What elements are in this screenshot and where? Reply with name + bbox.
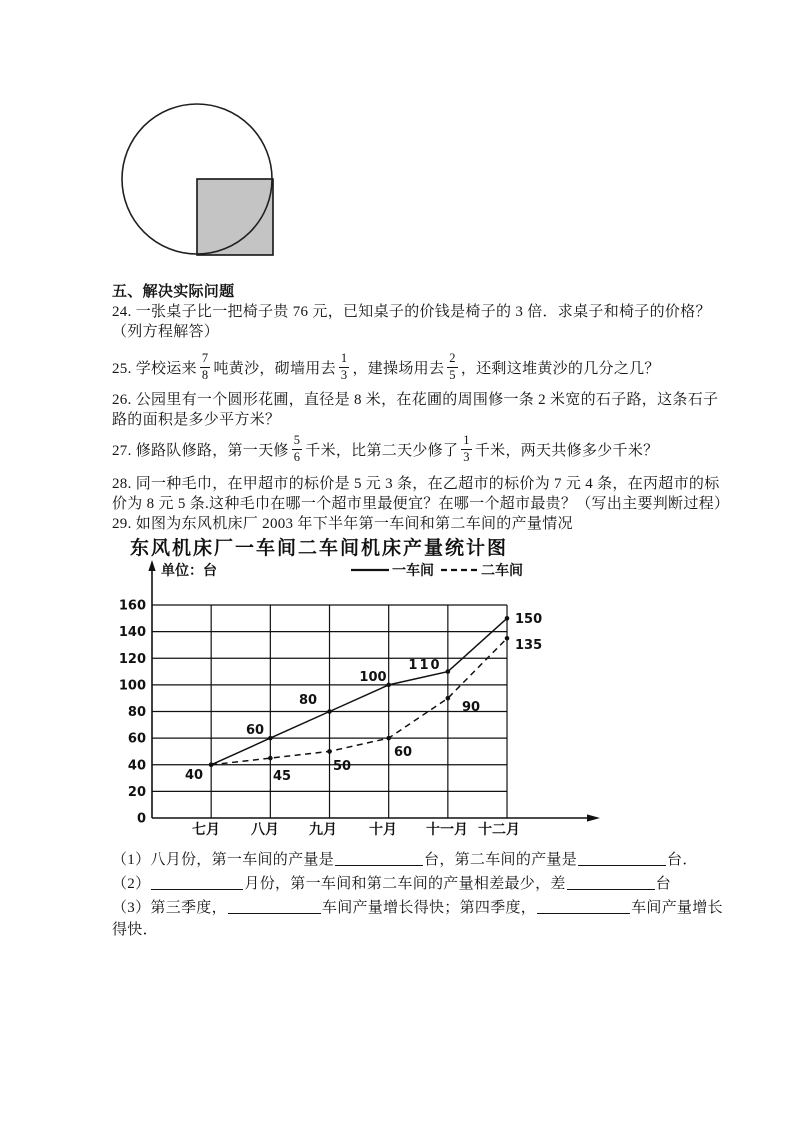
svg-text:40: 40 xyxy=(127,758,146,774)
y-axis-tick-labels xyxy=(119,599,146,827)
question-26-line2: 路的面积是多少平方米？ xyxy=(112,412,281,428)
subquestion-2-text: 台 xyxy=(655,876,672,892)
series-line-workshop1 xyxy=(211,618,507,765)
blank-field xyxy=(228,898,321,914)
data-label-oct-s2: 60 xyxy=(393,745,413,760)
x-axis-arrow-icon xyxy=(587,814,600,821)
subquestion-3-text: 车间产量增长得快；第四季度， xyxy=(321,900,537,916)
fraction-1-3: $\frac{1}{3}$ xyxy=(463,433,470,464)
blank-field xyxy=(567,874,655,890)
svg-text:80: 80 xyxy=(127,705,146,720)
svg-text:八月: 八月 xyxy=(251,822,279,838)
section-header: 五、解决实际问题 xyxy=(112,284,235,300)
subquestion-1-text: 台，第二车间的产量是 xyxy=(424,852,578,868)
legend-series-2-label: 二车间 xyxy=(481,563,523,579)
question-25 xyxy=(112,346,660,388)
svg-text:100: 100 xyxy=(118,678,146,694)
production-line-chart xyxy=(95,558,615,858)
question-24-line2: （列方程解答） xyxy=(112,324,220,340)
svg-text:140: 140 xyxy=(118,625,146,641)
question-27-text: 千米，比第二天少修了 xyxy=(305,442,459,459)
svg-text:九月: 九月 xyxy=(309,822,337,838)
data-label-aug-s1: 60 xyxy=(245,723,265,738)
fraction-7-8: $\frac{7}{8}$ xyxy=(201,351,209,382)
subquestion-3-continuation: 得快． xyxy=(112,922,158,938)
blank-field xyxy=(335,850,423,866)
x-axis-month-labels xyxy=(192,822,520,838)
data-label-dec-s1: 150 xyxy=(515,612,543,627)
data-label-dec-s2: 135 xyxy=(515,638,543,653)
data-label-sep-s2: 50 xyxy=(332,759,352,774)
circle-square-figure xyxy=(118,100,280,260)
subquestion-3 xyxy=(112,896,723,917)
question-27 xyxy=(112,428,658,470)
svg-text:0: 0 xyxy=(136,811,146,827)
data-label-oct-s1: 100 xyxy=(359,670,387,685)
data-label-nov-s1: 110 xyxy=(408,658,442,673)
svg-text:160: 160 xyxy=(118,598,146,614)
question-26-line1: 26. 公园里有一个圆形花圃，直径是 8 米，在花圃的周围修一条 2 米宽的石子路，这条石子 xyxy=(112,392,719,408)
subquestion-2 xyxy=(112,872,671,893)
subquestion-1-text: （1）八月份，第一车间的产量是 xyxy=(112,852,335,868)
subquestion-2-text: （2） xyxy=(112,876,151,892)
svg-text:十月: 十月 xyxy=(369,822,397,838)
y-axis-arrow-icon xyxy=(148,560,155,571)
svg-text:20: 20 xyxy=(127,784,146,800)
data-labels xyxy=(185,612,542,784)
subquestion-3-text: （3）第三季度， xyxy=(112,900,227,916)
question-25-text: 25. 学校运来 xyxy=(112,360,197,377)
subquestion-1 xyxy=(112,848,698,869)
question-27-text: 27. 修路队修路，第一天修 xyxy=(112,442,289,459)
svg-text:十一月: 十一月 xyxy=(426,822,468,838)
svg-text:120: 120 xyxy=(118,651,146,667)
question-28-line2: 价为 8 元 5 条.这种毛巾在哪一个超市里最便宜？在哪一个超市最贵？（写出主要判断过程） xyxy=(112,496,730,512)
subquestion-2-text: 月份，第一车间和第二车间的产量相差最少，差 xyxy=(244,876,566,892)
subquestion-3-text: 车间产量增长 xyxy=(631,900,723,916)
question-25-text: 吨黄沙，砌墙用去 xyxy=(213,360,336,377)
fraction-5-6: $\frac{5}{6}$ xyxy=(293,433,301,464)
blank-field xyxy=(578,850,666,866)
legend-series-1-label: 一车间 xyxy=(392,563,434,579)
data-label-jul: 40 xyxy=(184,768,204,783)
question-27-text: 千米，两天共修多少千米？ xyxy=(474,442,659,459)
fraction-1-3: $\frac{1}{3}$ xyxy=(340,351,348,382)
question-28-line1: 28. 同一种毛巾，在甲超市的标价是 5 元 3 条，在乙超市的标价为 7 元 4 条，在丙超市的标 xyxy=(112,476,720,492)
svg-text:七月: 七月 xyxy=(192,822,220,838)
subquestion-1-text: 台． xyxy=(667,852,698,868)
svg-text:60: 60 xyxy=(127,731,146,747)
svg-text:十二月: 十二月 xyxy=(478,822,520,838)
data-label-aug-s2: 45 xyxy=(272,769,292,784)
data-label-nov-s2: 90 xyxy=(461,700,481,715)
blank-field xyxy=(151,874,243,890)
chart-title: 东风机床厂一车间二车间机床产量统计图 xyxy=(130,537,509,559)
unit-label: 单位：台 xyxy=(161,563,217,579)
fraction-2-5: $\frac{2}{5}$ xyxy=(449,351,456,382)
question-25-text: ，还剩这堆黄沙的几分之几？ xyxy=(460,360,660,377)
question-29: 29. 如图为东风机床厂 2003 年下半年第一车间和第二车间的产量情况 xyxy=(112,516,573,532)
data-label-sep-s1: 80 xyxy=(298,693,318,708)
blank-field xyxy=(537,898,630,914)
question-25-text: ，建操场用去 xyxy=(352,360,445,377)
question-24-line1: 24. 一张桌子比一把椅子贵 76 元，已知桌子的价钱是椅子的 3 倍．求桌子和椅子的价格？ xyxy=(112,304,711,320)
